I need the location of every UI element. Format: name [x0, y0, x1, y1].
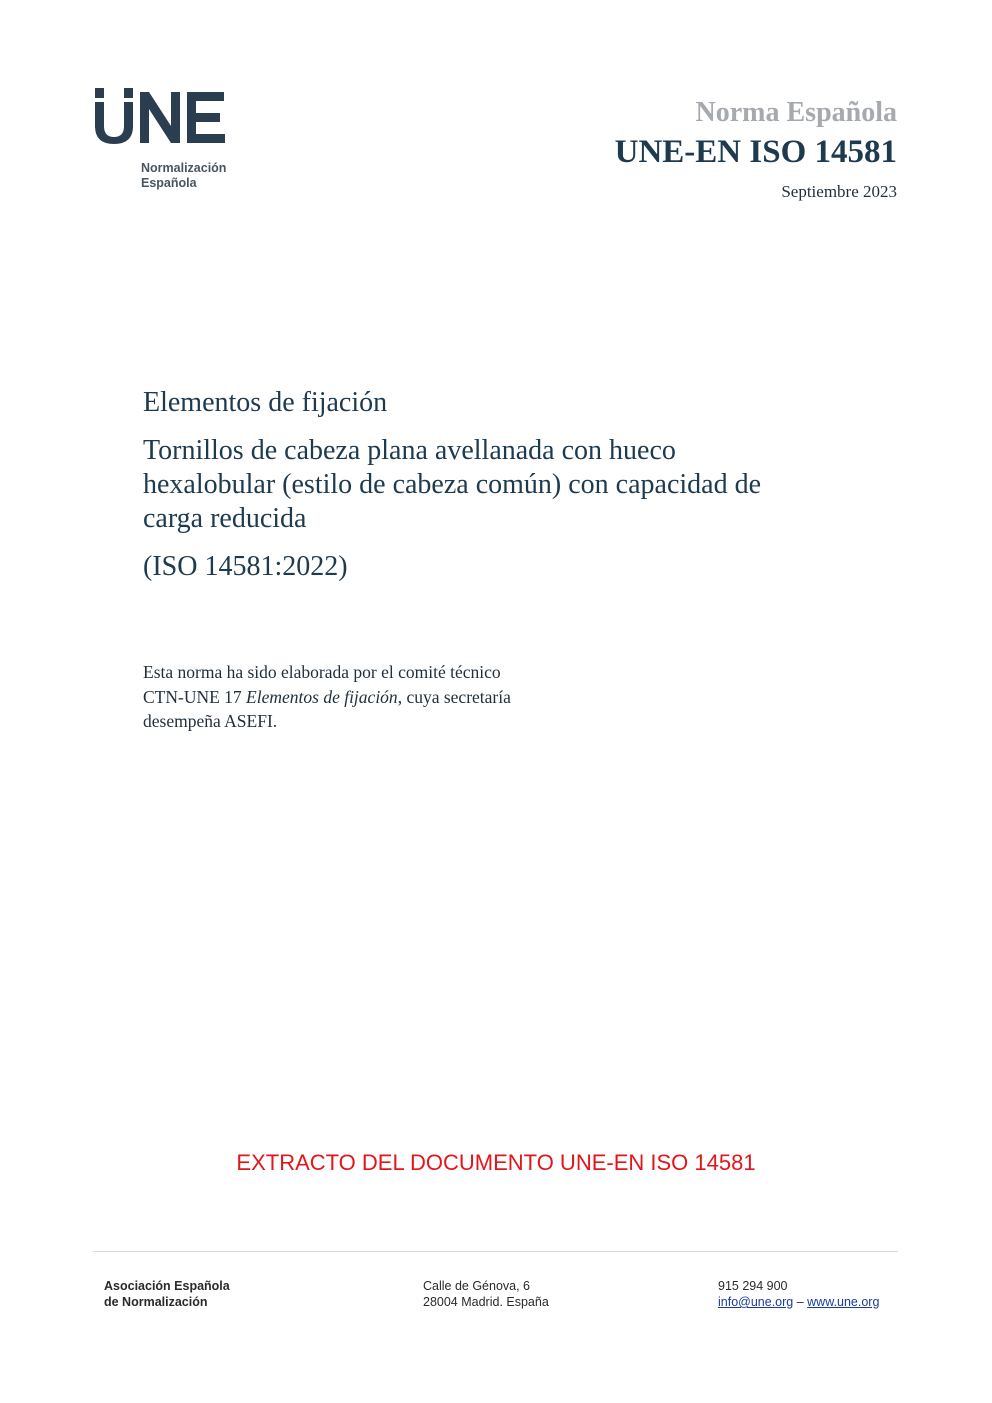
publication-date: Septiembre 2023 [781, 182, 897, 201]
committee-name: Elementos de fijación [246, 686, 398, 707]
footer-org-line1: Asociación Española [104, 1279, 230, 1293]
extract-notice: EXTRACTO DEL DOCUMENTO UNE-EN ISO 14581 [236, 1150, 756, 1175]
footer-contact [718, 1278, 879, 1310]
title-main-line3: carga reducida [143, 503, 307, 534]
norma-label: Norma Española [695, 97, 897, 128]
une-logo-mark [92, 88, 228, 148]
footer-address-line1: Calle de Génova, 6 [423, 1279, 531, 1293]
committee-line2-suffix: , cuya secretaría [397, 686, 511, 707]
footer-org-line2: de Normalización [104, 1295, 208, 1309]
footer-divider [93, 1251, 898, 1252]
committee-line1: Esta norma ha sido elaborada por el comité técnico [143, 662, 501, 682]
website-link[interactable]: www.une.org [807, 1295, 880, 1309]
footer-links [718, 1294, 879, 1310]
committee-line3: desempeña ASEFI. [143, 711, 278, 731]
committee-line2 [143, 685, 603, 710]
committee-line2-prefix: CTN-UNE 17 [143, 686, 247, 707]
committee-note [143, 660, 603, 734]
email-link[interactable]: info@une.org [718, 1295, 794, 1309]
title-main-line1: Tornillos de cabeza plana avellanada con hueco [143, 435, 676, 466]
footer-address [423, 1278, 549, 1310]
footer-organization [104, 1278, 230, 1310]
title-main-line2: hexalobular (estilo de cabeza común) con capacidad de [143, 469, 762, 500]
logo-subtitle-line2: Española [141, 176, 197, 190]
logo-subtitle [141, 161, 226, 191]
footer-phone: 915 294 900 [718, 1279, 788, 1293]
iso-reference: (ISO 14581:2022) [143, 551, 348, 582]
title-main [143, 434, 883, 536]
footer-address-line2: 28004 Madrid. España [423, 1295, 549, 1309]
document-title [143, 386, 883, 584]
une-logo [92, 88, 252, 198]
standard-code: UNE-EN ISO 14581 [614, 134, 897, 170]
title-subject: Elementos de fijación [143, 387, 388, 418]
standard-header [615, 96, 897, 202]
logo-subtitle-line1: Normalización [141, 161, 227, 175]
footer-separator: – [793, 1295, 808, 1309]
